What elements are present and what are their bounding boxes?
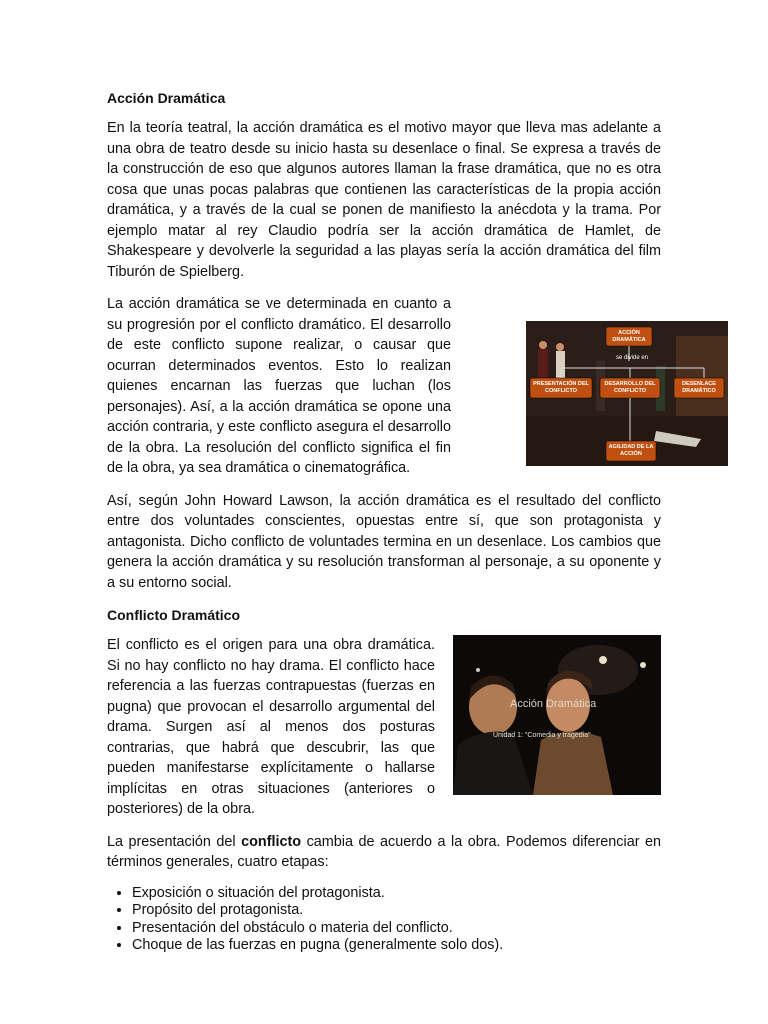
photo-title: Acción Dramática: [510, 698, 597, 710]
list-item: • Choque de las fuerzas en pugna (generalmente solo dos).: [132, 937, 661, 955]
bold-term: conflicto: [241, 833, 302, 850]
diagram-box-right: DESENLACE DRAMÁTICO: [682, 381, 716, 394]
actors-photo: [453, 635, 661, 795]
theatre-photo-figure: [453, 635, 661, 795]
accion-diagram: [526, 321, 728, 466]
document-page: [107, 88, 661, 955]
paragraph: Así, según John Howard Lawson, la acción dramática es el resultado del conflicto entre dos voluntades conscientes, opuestas entre sí, que son protagonista y antagonista. Dicho conflicto de voluntades termina en un desenlace. Los cambios que genera la acción dramática y su resolución transforman al personaje, a su oponente y a su entorno social.: [107, 492, 661, 591]
photo-subtitle: Unidad 1: "Comedia y tragedia": [493, 732, 591, 739]
paragraph: [107, 832, 661, 873]
diagram-figure: [526, 321, 728, 466]
paragraph-first-line: La acción dramática se ve determinada en cuanto a su progresión por el conflicto dramático. El desarrollo de este conflicto supone realizar, o causar que ocurran determinados eventos. Esto lo realizan quienes encarnan las fuerzas que luchan (los personajes). Así, a la acción dramática se opone una acción contraria, y este conflicto asegura el desarrollo de la obra. La resolución del conflicto significa el fin de la obra, ya sea dramática o cinematográfica.: [107, 296, 451, 476]
list-item: • Exposición o situación del protagonista.: [132, 885, 661, 903]
list-item: • Propósito del protagonista.: [132, 902, 661, 920]
list-item: • Presentación del obstáculo o materia del conflicto.: [132, 920, 661, 938]
paragraph-text: La presentación del: [107, 833, 242, 850]
stages-list: [107, 885, 661, 955]
section-title-accion: Acción Dramática: [107, 90, 226, 106]
diagram-connector: se divide en: [616, 355, 649, 361]
section-title-conflicto: Conflicto Dramático: [107, 607, 241, 623]
diagram-box-left: PRESENTACIÓN DEL CONFLICTO: [533, 381, 589, 394]
diagram-box-top: ACCIÓN DRAMÁTICA: [612, 330, 646, 343]
diagram-box-middle: DESARROLLO DEL CONFLICTO: [604, 381, 656, 394]
diagram-box-bottom: AGILIDAD DE LA ACCIÓN: [608, 444, 654, 457]
paragraph: El conflicto es el origen para una obra dramática. Si no hay conflicto no hay drama. El conflicto hace referencia a las fuerzas contrapuestas (fuerzas en pugna) que provocan el desarrollo argumental del drama. Surgen así al menos dos posturas contrarias, que habrá que descubrir, las que pueden manifestarse explícitamente o hallarse implícitas en otras situaciones (anteriores o posteriores) de la obra.: [107, 637, 435, 817]
paragraph-text: cambia de acuerdo a la obra. Podemos diferenciar en términos generales, cuatro etapas:: [107, 833, 661, 870]
paragraph: En la teoría teatral, la acción dramática es el motivo mayor que lleva mas adelante a una obra de teatro desde su inicio hasta su desenlace o final. Se expresa a través de la construcción de eso que algunos autores llaman la frase dramática, que no es otra cosa que unas pocas palabras que contienen las características de la propia acción dramática, y a través de la cual se ponen de manifiesto la anécdota y la trama. Por ejemplo matar al rey Claudio podría ser la acción dramática de Hamlet, de Shakespeare y devolverle la seguridad a las playas sería la acción dramática del film Tiburón de Spielberg.: [107, 120, 661, 280]
